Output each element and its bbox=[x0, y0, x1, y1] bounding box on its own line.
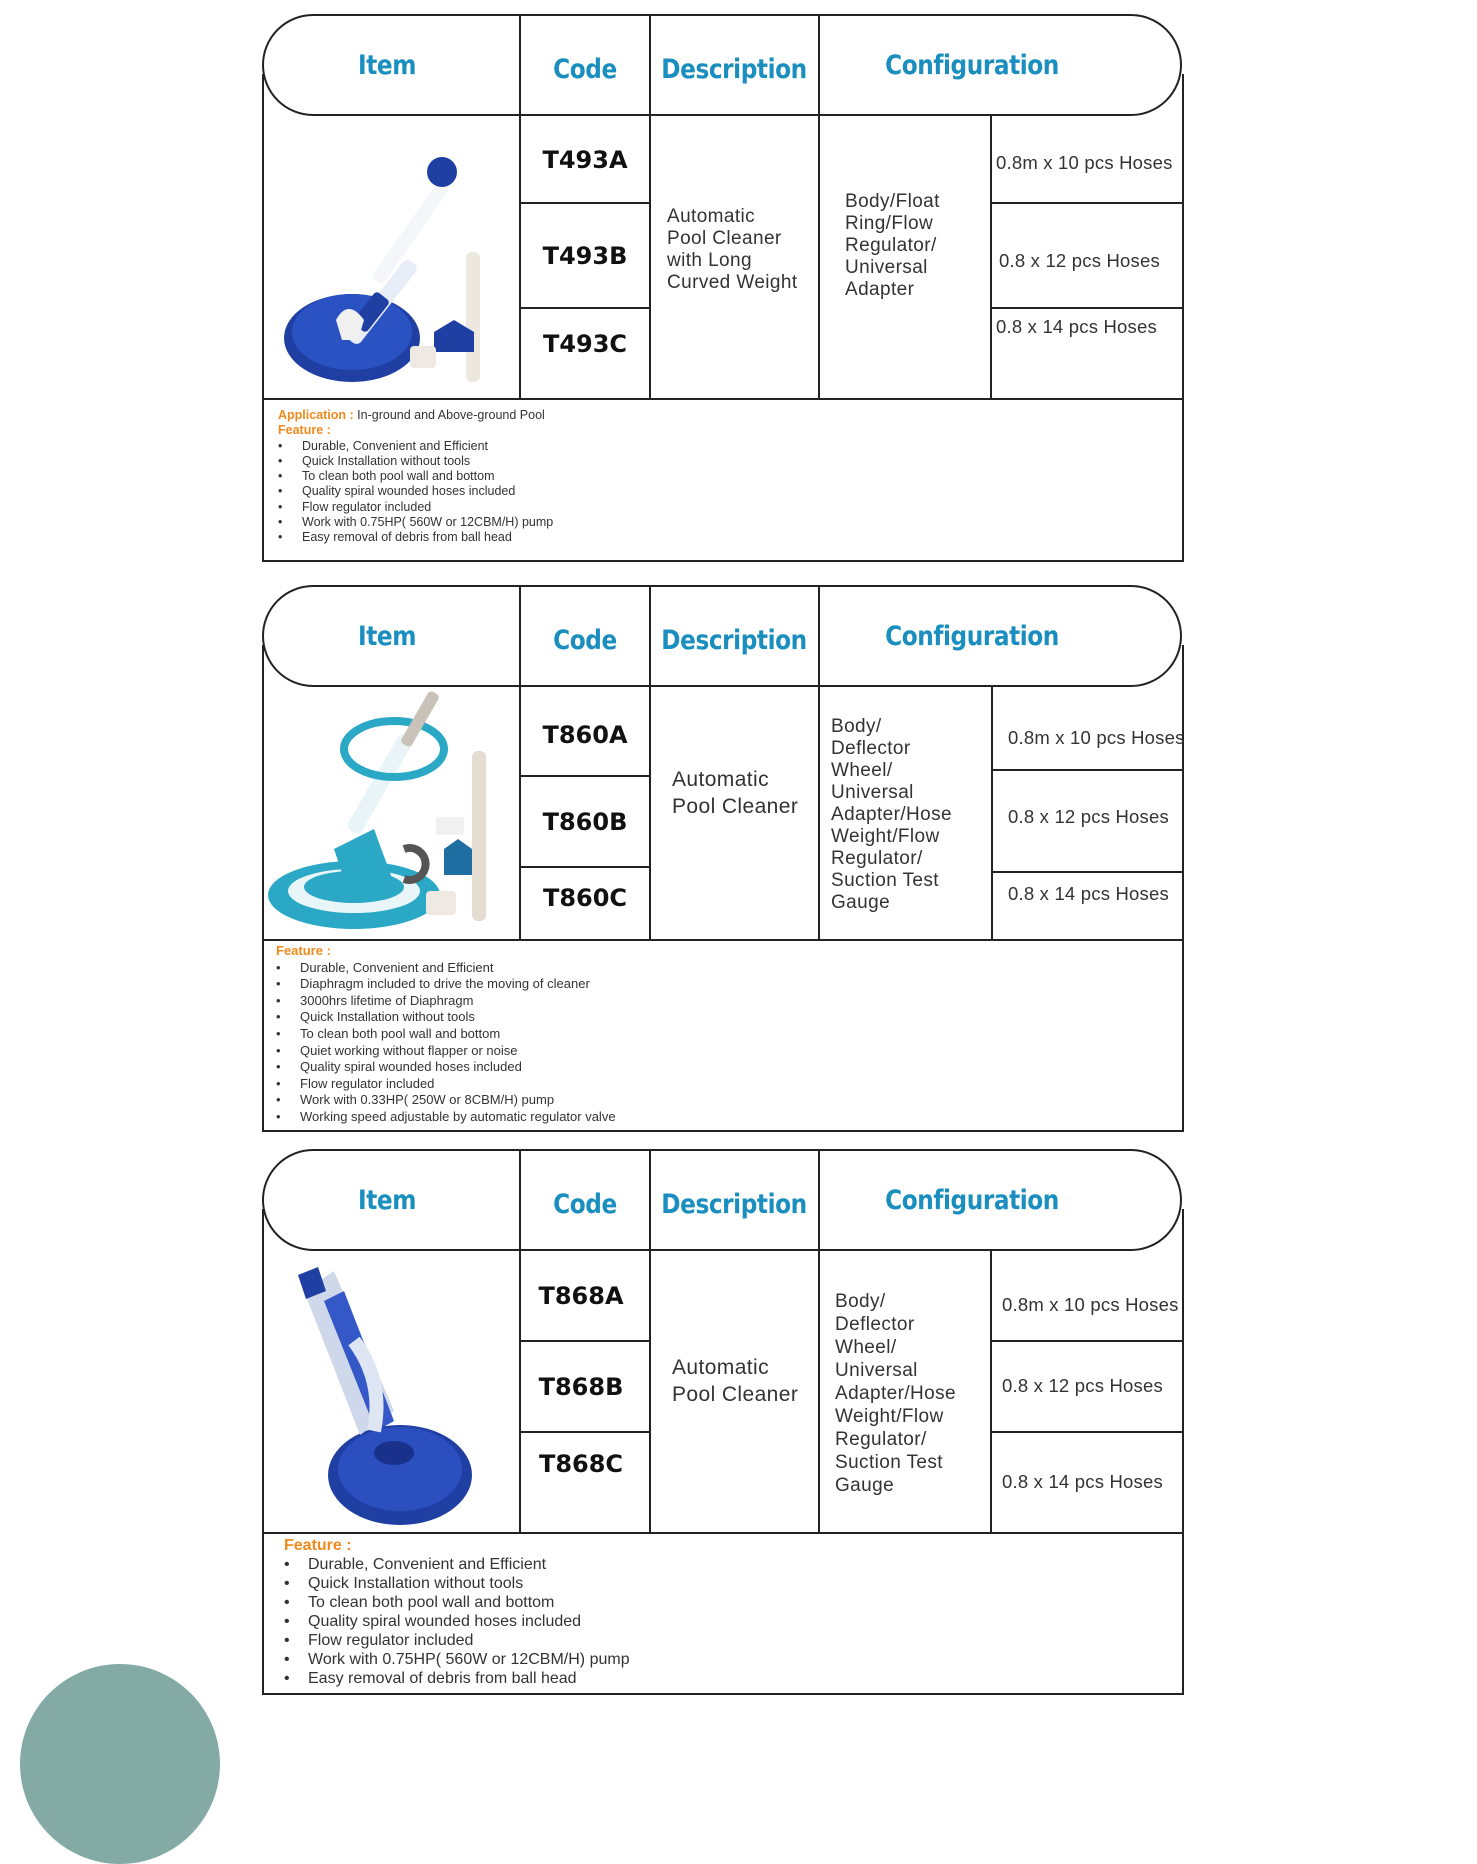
list-item: • Durable, Convenient and Efficient bbox=[276, 960, 616, 977]
product-code: T860B bbox=[542, 807, 628, 836]
header-description: Description bbox=[661, 53, 807, 85]
header-item: Item bbox=[358, 1184, 416, 1216]
list-item: • Work with 0.75HP( 560W or 12CBM/H) pump bbox=[278, 515, 553, 530]
pool-cleaner-t493-photo bbox=[264, 132, 518, 398]
hose-option: 0.8 x 12 pcs Hoses bbox=[999, 250, 1160, 271]
list-item: • To clean both pool wall and bottom bbox=[276, 1026, 616, 1043]
feature-label: Feature : bbox=[276, 943, 331, 958]
header-description: Description bbox=[661, 624, 807, 656]
list-item: • Quality spiral wounded hoses included bbox=[276, 1059, 616, 1076]
list-item: • Flow regulator included bbox=[276, 1076, 616, 1093]
hose-option: 0.8m x 10 pcs Hoses bbox=[1002, 1294, 1179, 1315]
product-description: Automatic Pool Cleaner bbox=[672, 768, 799, 818]
feature-label: Feature : bbox=[284, 1537, 352, 1554]
list-item: • Quality spiral wounded hoses included bbox=[284, 1612, 630, 1631]
product-code: T868C bbox=[538, 1450, 624, 1478]
hose-option: 0.8 x 14 pcs Hoses bbox=[1008, 883, 1169, 904]
list-item: • Work with 0.75HP( 560W or 12CBM/H) pump bbox=[284, 1650, 630, 1669]
product-code: T493C bbox=[542, 330, 628, 358]
feature-label: Feature : bbox=[278, 423, 331, 438]
list-item: • 3000hrs lifetime of Diaphragm bbox=[276, 993, 616, 1010]
product-code: T493B bbox=[542, 241, 628, 270]
list-item: • Working speed adjustable by automatic regulator valve bbox=[276, 1109, 616, 1126]
product-configuration: Body/ Deflector Wheel/ Universal Adapter/Hose Weight/Flow Regulator/ Suction Test Gauge bbox=[835, 1291, 956, 1496]
header-code: Code bbox=[553, 624, 617, 656]
header-configuration: Configuration bbox=[885, 620, 1059, 652]
list-item: • Quality spiral wounded hoses included bbox=[278, 484, 553, 499]
list-item: • To clean both pool wall and bottom bbox=[284, 1593, 630, 1612]
list-item: • Diaphragm included to drive the moving of cleaner bbox=[276, 976, 616, 993]
header-item: Item bbox=[358, 49, 416, 81]
product-block-t493 bbox=[262, 14, 1186, 562]
list-item: • Quiet working without flapper or noise bbox=[276, 1043, 616, 1060]
list-item: • Work with 0.33HP( 250W or 8CBM/H) pump bbox=[276, 1092, 616, 1109]
product-configuration: Body/Float Ring/Flow Regulator/ Universal Adapter bbox=[845, 191, 940, 300]
application-text: In-ground and Above-ground Pool bbox=[353, 408, 545, 422]
list-item: • Easy removal of debris from ball head bbox=[278, 530, 553, 545]
product-block-t868 bbox=[262, 1149, 1186, 1695]
header-description: Description bbox=[661, 1188, 807, 1220]
header-code: Code bbox=[553, 53, 617, 85]
pool-cleaner-t860-photo bbox=[264, 689, 518, 939]
hose-option: 0.8 x 14 pcs Hoses bbox=[996, 316, 1157, 337]
hose-option: 0.8 x 14 pcs Hoses bbox=[1002, 1471, 1163, 1492]
list-item: • To clean both pool wall and bottom bbox=[278, 469, 553, 484]
feature-list bbox=[284, 1536, 630, 1688]
list-item: • Durable, Convenient and Efficient bbox=[284, 1555, 630, 1574]
list-item: • Flow regulator included bbox=[278, 500, 553, 515]
feature-list bbox=[276, 943, 616, 1126]
corner-decoration-circle bbox=[20, 1664, 220, 1864]
list-item: • Quick Installation without tools bbox=[284, 1574, 630, 1593]
hose-option: 0.8m x 10 pcs Hoses bbox=[1008, 727, 1185, 748]
list-item: • Quick Installation without tools bbox=[278, 454, 553, 469]
hose-option: 0.8 x 12 pcs Hoses bbox=[1008, 806, 1169, 827]
product-code: T493A bbox=[542, 145, 628, 174]
application-label: Application : bbox=[278, 408, 354, 422]
list-item: • Flow regulator included bbox=[284, 1631, 630, 1650]
pool-cleaner-t868-photo bbox=[264, 1261, 518, 1531]
product-code: T868B bbox=[538, 1372, 624, 1401]
feature-list bbox=[278, 408, 553, 546]
header-configuration: Configuration bbox=[885, 49, 1059, 81]
product-configuration: Body/ Deflector Wheel/ Universal Adapter/Hose Weight/Flow Regulator/ Suction Test Gauge bbox=[831, 716, 952, 913]
product-code: T860C bbox=[542, 884, 628, 912]
hose-option: 0.8 x 12 pcs Hoses bbox=[1002, 1375, 1163, 1396]
header-configuration: Configuration bbox=[885, 1184, 1059, 1216]
hose-option: 0.8m x 10 pcs Hoses bbox=[996, 152, 1173, 173]
list-item: • Quick Installation without tools bbox=[276, 1009, 616, 1026]
header-item: Item bbox=[358, 620, 416, 652]
product-description: Automatic Pool Cleaner bbox=[672, 1356, 799, 1406]
header-code: Code bbox=[553, 1188, 617, 1220]
product-description: Automatic Pool Cleaner with Long Curved Weight bbox=[667, 206, 798, 293]
product-code: T860A bbox=[542, 721, 628, 749]
product-block-t860 bbox=[262, 585, 1186, 1132]
list-item: • Durable, Convenient and Efficient bbox=[278, 439, 553, 454]
product-code: T868A bbox=[538, 1282, 624, 1310]
list-item: • Easy removal of debris from ball head bbox=[284, 1669, 630, 1688]
